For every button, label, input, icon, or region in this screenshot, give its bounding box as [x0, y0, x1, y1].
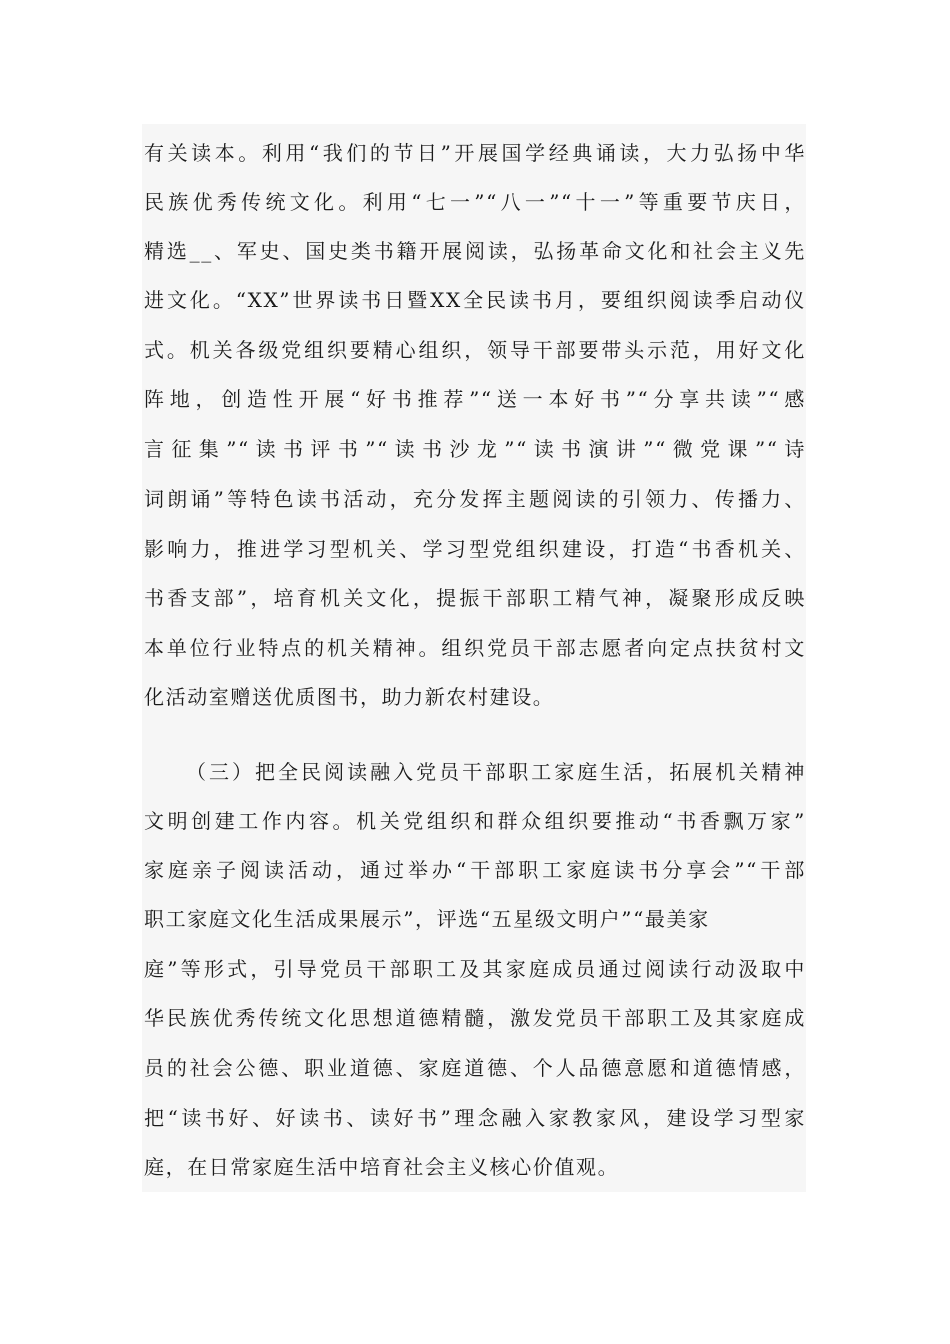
paragraph-line: 员的社会公德、职业道德、家庭道德、个人品德意愿和道德情感， [144, 1056, 806, 1080]
paragraph-line: 民族优秀传统文化。利用“七一”“八一”“十一”等重要节庆日， [144, 190, 806, 214]
paragraph-line: 言征集”“读书评书”“读书沙龙”“读书演讲”“微党课”“诗 [144, 437, 806, 461]
paragraph-line: 词朗诵”等特色读书活动，充分发挥主题阅读的引领力、传播力、 [144, 487, 806, 511]
paragraph-line: 式。机关各级党组织要精心组织，领导干部要带头示范，用好文化 [144, 338, 806, 362]
paragraph-line: （三）把全民阅读融入党员干部职工家庭生活，拓展机关精神 [186, 760, 806, 784]
paragraph-line: 进文化。“XX”世界读书日暨XX全民读书月，要组织阅读季启动仪 [144, 288, 806, 312]
paragraph-line: 把“读书好、好读书、读好书”理念融入家教家风，建设学习型家 [144, 1106, 806, 1130]
paragraph-line: 精选__、军史、国史类书籍开展阅读，弘扬革命文化和社会主义先 [144, 239, 806, 263]
paragraph-line: 文明创建工作内容。机关党组织和群众组织要推动“书香飘万家” [144, 809, 806, 833]
paragraph-line: 本单位行业特点的机关精神。组织党员干部志愿者向定点扶贫村文 [144, 636, 806, 660]
paragraph-line: 庭，在日常家庭生活中培育社会主义核心价值观。 [144, 1155, 620, 1179]
paragraph-line: 职工家庭文化生活成果展示”，评选“五星级文明户”“最美家 [144, 907, 710, 931]
paragraph-line: 阵地，创造性开展“好书推荐”“送一本好书”“分享共读”“感 [144, 387, 806, 411]
paragraph-line: 华民族优秀传统文化思想道德精髓，激发党员干部职工及其家庭成 [144, 1006, 806, 1030]
paragraph-line: 化活动室赠送优质图书，助力新农村建设。 [144, 685, 555, 709]
paragraph-line: 庭”等形式，引导党员干部职工及其家庭成员通过阅读行动汲取中 [144, 957, 806, 981]
paragraph-line: 影响力，推进学习型机关、学习型党组织建设，打造“书香机关、 [144, 537, 806, 561]
paragraph-line: 有关读本。利用“我们的节日”开展国学经典诵读，大力弘扬中华 [144, 141, 806, 165]
paragraph-line: 家庭亲子阅读活动，通过举办“干部职工家庭读书分享会”“干部 [144, 858, 806, 882]
paragraph-line: 书香支部”，培育机关文化，提振干部职工精气神，凝聚形成反映 [144, 586, 806, 610]
